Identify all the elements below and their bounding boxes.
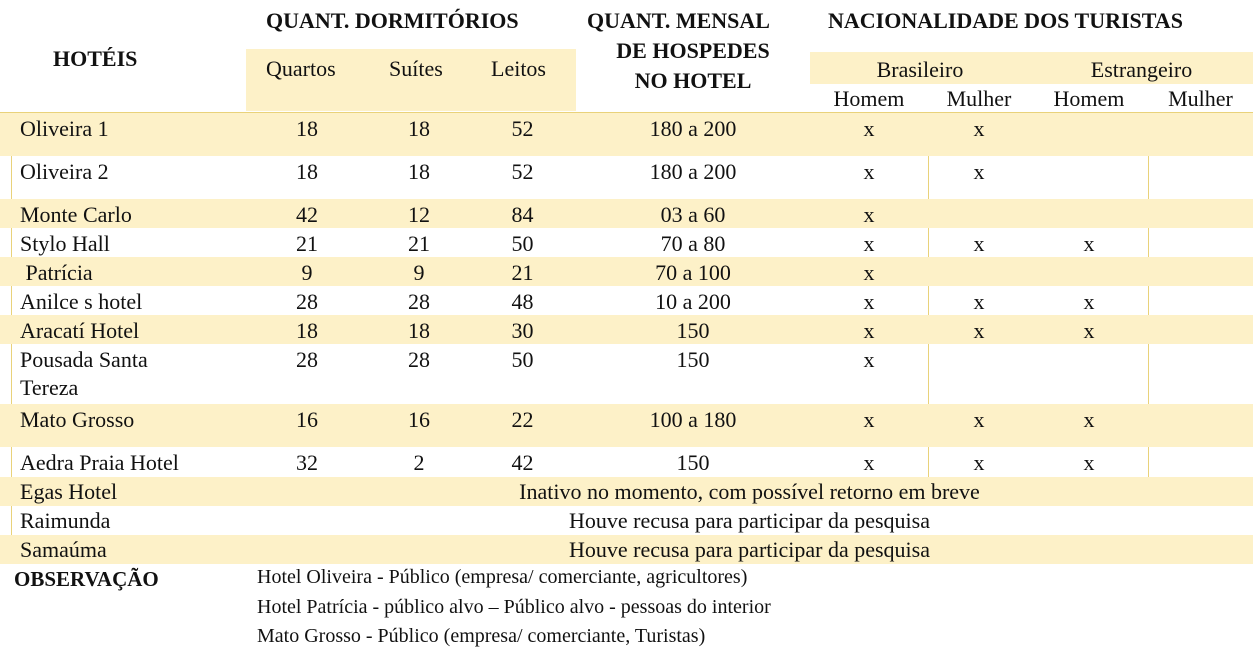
row-status-text: Houve recusa para participar da pesquisa bbox=[568, 537, 930, 562]
cell-quartos: 21 bbox=[296, 231, 318, 256]
hotel-name: Egas Hotel bbox=[20, 479, 118, 504]
cell-leitos: 42 bbox=[511, 450, 534, 475]
header-estrangeiro: Estrangeiro bbox=[1090, 57, 1193, 82]
cell-quartos: 28 bbox=[296, 347, 318, 372]
cell-leitos: 50 bbox=[511, 347, 534, 372]
cell-bm: x bbox=[973, 318, 985, 343]
hotel-name: Monte Carlo bbox=[20, 202, 132, 227]
cell-bh: x bbox=[863, 347, 875, 372]
header-es-homem: Homem bbox=[1053, 86, 1125, 111]
cell-bh: x bbox=[863, 159, 875, 184]
cell-eh: x bbox=[1083, 450, 1095, 475]
cell-mensal: 03 a 60 bbox=[660, 202, 726, 227]
cell-mensal: 180 a 200 bbox=[649, 116, 737, 141]
cell-suites: 18 bbox=[408, 159, 430, 184]
cell-suites: 16 bbox=[408, 407, 430, 432]
cell-bm: x bbox=[973, 159, 985, 184]
cell-mensal: 10 a 200 bbox=[655, 289, 731, 314]
observacao-line-3: Mato Grosso - Público (empresa/ comerciante, Turistas) bbox=[257, 625, 706, 647]
table-row-special bbox=[0, 535, 1253, 564]
table-row bbox=[0, 257, 1253, 286]
table-row bbox=[0, 199, 1253, 228]
cell-bm: x bbox=[973, 231, 985, 256]
observacao-line-1: Hotel Oliveira - Público (empresa/ comerciante, agricultores) bbox=[257, 566, 748, 588]
cell-eh: x bbox=[1083, 407, 1095, 432]
table-row-special bbox=[0, 477, 1253, 506]
hotel-name: Aracatí Hotel bbox=[20, 318, 140, 343]
cell-bm: x bbox=[973, 450, 985, 475]
header-nacionalidade: NACIONALIDADE DOS TURISTAS bbox=[828, 8, 1183, 33]
table-row bbox=[0, 156, 1253, 199]
header-br-mulher: Mulher bbox=[946, 86, 1012, 111]
table-row bbox=[0, 315, 1253, 344]
header-dormitorios: QUANT. DORMITÓRIOS bbox=[266, 8, 519, 33]
cell-mensal: 150 bbox=[676, 318, 710, 343]
cell-eh: x bbox=[1083, 289, 1095, 314]
cell-suites: 9 bbox=[413, 260, 425, 285]
hotel-name: Stylo Hall bbox=[20, 231, 110, 256]
hotel-name: Mato Grosso bbox=[20, 407, 135, 432]
header-suites: Suítes bbox=[389, 56, 443, 81]
table-row bbox=[0, 447, 1253, 477]
header-mensal-l3: NO HOTEL bbox=[634, 68, 752, 93]
cell-bh: x bbox=[863, 318, 875, 343]
cell-bh: x bbox=[863, 450, 875, 475]
cell-suites: 21 bbox=[408, 231, 430, 256]
cell-leitos: 21 bbox=[511, 260, 534, 285]
hotel-name: Raimunda bbox=[20, 508, 111, 533]
cell-quartos: 18 bbox=[296, 159, 318, 184]
hotel-name: Oliveira 2 bbox=[20, 159, 109, 184]
header-mensal-l1: QUANT. MENSAL bbox=[587, 8, 770, 33]
table-row bbox=[0, 404, 1253, 447]
cell-bh: x bbox=[863, 231, 875, 256]
hotel-name: Oliveira 1 bbox=[20, 116, 109, 141]
cell-suites: 18 bbox=[408, 318, 430, 343]
cell-suites: 18 bbox=[408, 116, 430, 141]
hotel-name: Patrícia bbox=[20, 260, 93, 285]
cell-leitos: 84 bbox=[511, 202, 534, 227]
cell-mensal: 70 a 80 bbox=[660, 231, 726, 256]
cell-bm: x bbox=[973, 116, 985, 141]
cell-quartos: 42 bbox=[296, 202, 318, 227]
header-es-mulher: Mulher bbox=[1168, 86, 1233, 111]
cell-quartos: 28 bbox=[296, 289, 318, 314]
cell-leitos: 50 bbox=[511, 231, 534, 256]
hotel-name: Anilce s hotel bbox=[20, 289, 143, 314]
row-status-text: Inativo no momento, com possível retorno em breve bbox=[519, 479, 980, 504]
cell-bm: x bbox=[973, 407, 985, 432]
hotel-name: Pousada Santa Tereza bbox=[20, 347, 148, 400]
header-brasileiro: Brasileiro bbox=[876, 57, 964, 82]
cell-bh: x bbox=[863, 260, 875, 285]
cell-eh: x bbox=[1083, 318, 1095, 343]
cell-leitos: 30 bbox=[511, 318, 534, 343]
header-mensal-l2: DE HOSPEDES bbox=[616, 38, 770, 63]
cell-quartos: 18 bbox=[296, 116, 318, 141]
cell-quartos: 9 bbox=[301, 260, 313, 285]
cell-mensal: 70 a 100 bbox=[655, 260, 731, 285]
header-hotels: HOTÉIS bbox=[53, 46, 138, 71]
cell-leitos: 22 bbox=[511, 407, 534, 432]
cell-quartos: 16 bbox=[296, 407, 318, 432]
cell-mensal: 150 bbox=[676, 450, 710, 475]
hotel-name: Aedra Praia Hotel bbox=[20, 450, 179, 475]
cell-quartos: 18 bbox=[296, 318, 318, 343]
header-leitos: Leitos bbox=[491, 56, 546, 81]
cell-mensal: 180 a 200 bbox=[649, 159, 737, 184]
cell-bh: x bbox=[863, 407, 875, 432]
header-br-homem: Homem bbox=[833, 86, 905, 111]
table-row bbox=[0, 344, 1253, 404]
cell-suites: 28 bbox=[408, 347, 430, 372]
cell-leitos: 48 bbox=[511, 289, 534, 314]
row-status-text: Houve recusa para participar da pesquisa bbox=[568, 508, 930, 533]
cell-suites: 28 bbox=[408, 289, 430, 314]
cell-leitos: 52 bbox=[511, 116, 534, 141]
cell-leitos: 52 bbox=[511, 159, 534, 184]
cell-bh: x bbox=[863, 289, 875, 314]
observacao-label: OBSERVAÇÃO bbox=[14, 567, 159, 591]
table-row bbox=[0, 286, 1253, 315]
table-row bbox=[0, 228, 1253, 257]
table-row bbox=[0, 113, 1253, 156]
observacao-line-2: Hotel Patrícia - público alvo – Público alvo - pessoas do interior bbox=[257, 596, 771, 618]
cell-mensal: 100 a 180 bbox=[649, 407, 737, 432]
cell-quartos: 32 bbox=[296, 450, 318, 475]
table-row-special bbox=[0, 506, 1253, 535]
cell-mensal: 150 bbox=[676, 347, 710, 372]
cell-suites: 12 bbox=[408, 202, 430, 227]
header-quartos: Quartos bbox=[266, 56, 336, 81]
cell-bm: x bbox=[973, 289, 985, 314]
cell-bh: x bbox=[863, 116, 875, 141]
hotel-name: Samaúma bbox=[20, 537, 107, 562]
cell-eh: x bbox=[1083, 231, 1095, 256]
cell-suites: 2 bbox=[413, 450, 425, 475]
cell-bh: x bbox=[863, 202, 875, 227]
